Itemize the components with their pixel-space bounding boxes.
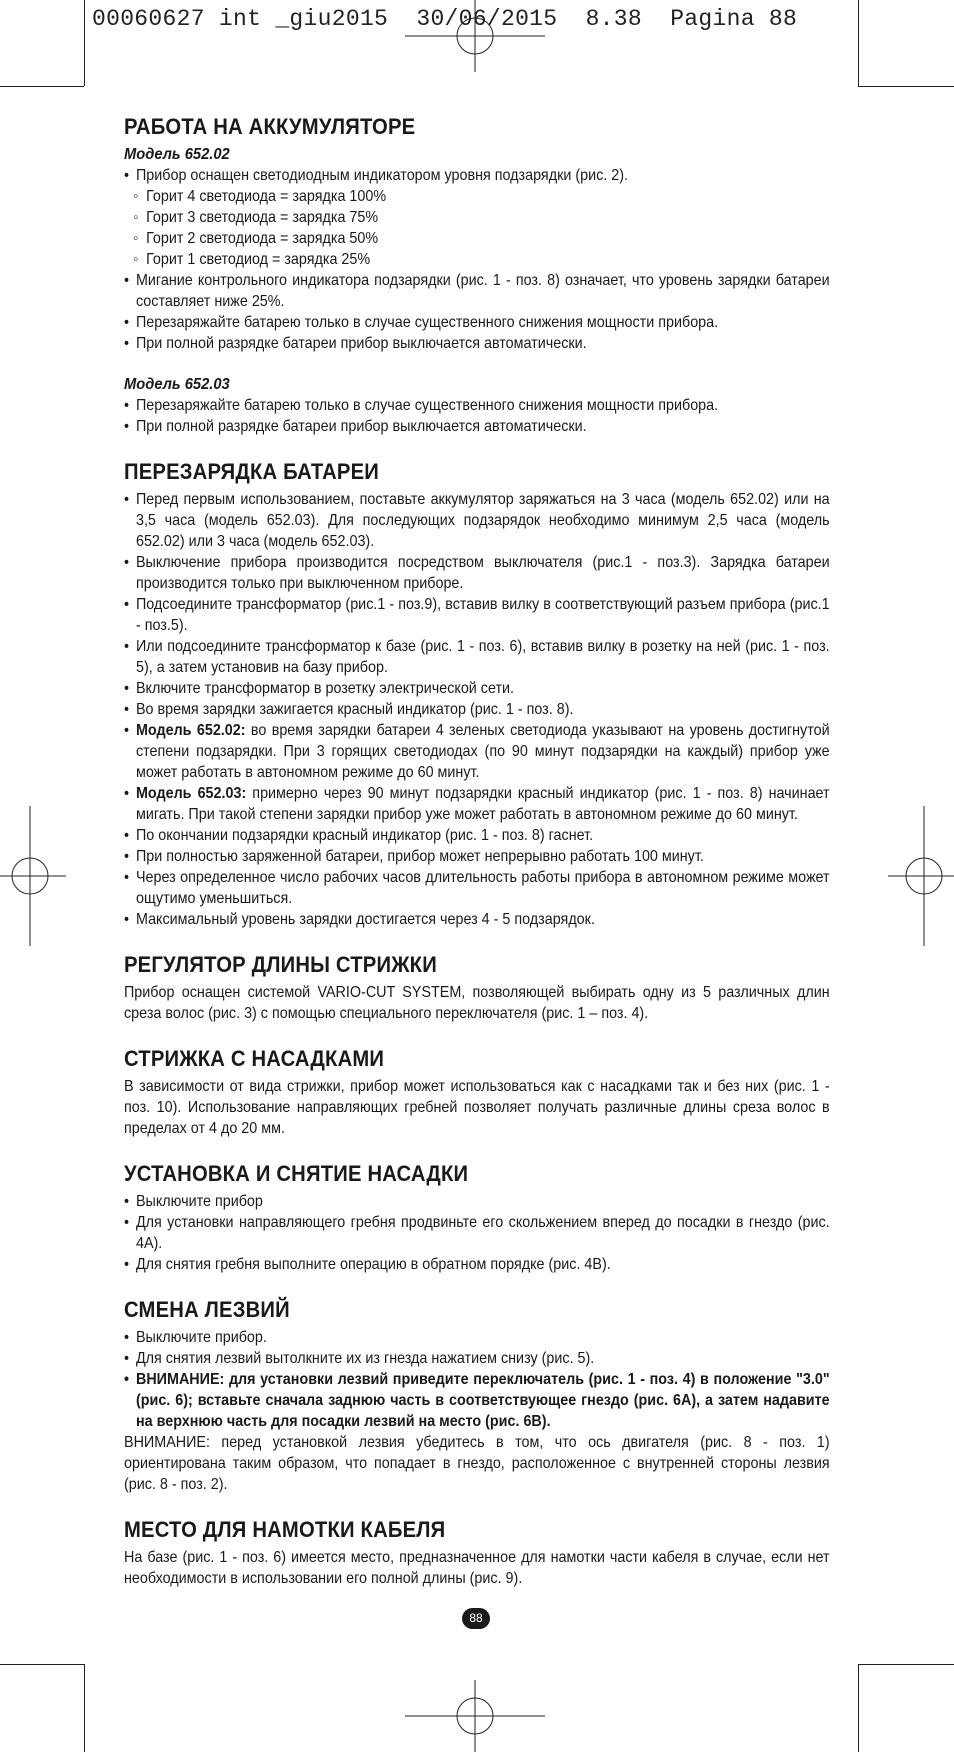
list-subitem: ◦ Горит 2 светодиода = зарядка 50% <box>124 228 830 249</box>
list-item: • Для снятия лезвий вытолкните их из гнезда нажатием снизу (рис. 5). <box>124 1348 830 1369</box>
list-item: • Выключение прибора производится посредством выключателя (рис.1 - поз.3). Зарядка батареи производится только при выключенном приборе. <box>124 552 830 594</box>
section-blade-replacement <box>124 1297 830 1495</box>
model-heading-652-03: Модель 652.03 <box>124 376 230 393</box>
list-item: • Максимальный уровень зарядки достигается через 4 - 5 подзарядок. <box>124 909 830 930</box>
model-text: примерно через 90 минут подзарядки красный индикатор (рис. 1 - поз. 8) начинает мигать. При такой степени зарядки прибор уже может работать в автономном режиме до 60 минут. <box>135 785 830 823</box>
list-subitem: ◦ Горит 1 светодиод = зарядка 25% <box>124 249 830 270</box>
list-item: • По окончании подзарядки красный индикатор (рис. 1 - поз. 8) гаснет. <box>124 825 830 846</box>
list-item: • Перезаряжайте батарею только в случае существенного снижения мощности прибора. <box>124 312 830 333</box>
section-comb-install <box>124 1161 830 1275</box>
crop-mark-bottom-right-h <box>858 1664 954 1665</box>
registration-mark-top <box>405 0 545 72</box>
list-item: • Через определенное число рабочих часов длительность работы прибора в автономном режиме может ощутимо уменьшиться. <box>124 867 830 909</box>
paragraph: На базе (рис. 1 - поз. 6) имеется место, предназначенное для намотки части кабеля в случае, если нет необходимости в использовании его полной длины (рис. 9). <box>124 1549 830 1587</box>
model-label: Модель 652.02: <box>135 722 246 739</box>
list-item: • Для установки направляющего гребня продвиньте его скольжением вперед до посадки в гнездо (рис. 4А). <box>124 1212 830 1254</box>
list-item-warning: • ВНИМАНИЕ: для установки лезвий приведите переключатель (рис. 1 - поз. 4) в положение "3.0" (рис. 6); вставьте сначала заднюю часть в соответствующее гнездо (рис. 6A), а затем надавите на верхнюю часть для посадки лезвий на место (рис. 6B). <box>124 1369 830 1432</box>
section-title-cutting-with-combs: СТРИЖКА С НАСАДКАМИ <box>124 1046 385 1071</box>
list-item: • Во время зарядки зажигается красный индикатор (рис. 1 - поз. 8). <box>124 699 830 720</box>
list-subitem: ◦ Горит 3 светодиода = зарядка 75% <box>124 207 830 228</box>
list-blade-replacement <box>124 1327 830 1432</box>
crop-mark-top-left-h <box>0 86 84 87</box>
list-model-652-03 <box>124 395 830 437</box>
list-item: • Перезаряжайте батарею только в случае существенного снижения мощности прибора. <box>124 395 830 416</box>
list-item: • Или подсоедините трансформатор к базе (рис. 1 - поз. 6), вставив вилку в розетку на ней (рис. 1 - поз. 5), а затем установив на базу прибор. <box>124 636 830 678</box>
list-item: • Мигание контрольного индикатора подзарядки (рис. 1 - поз. 8) означает, что уровень зарядки батареи составляет ниже 25%. <box>124 270 830 312</box>
list-item: • Подсоедините трансформатор (рис.1 - поз.9), вставив вилку в соответствующий разъем прибора (рис.1 - поз.5). <box>124 594 830 636</box>
print-slug: 00060627 int _giu2015 30/06/2015 8.38 Pagina 88 <box>92 6 798 32</box>
list-item: • Включите трансформатор в розетку электрической сети. <box>124 678 830 699</box>
model-label: Модель 652.03: <box>135 785 247 802</box>
crop-mark-top-right-h <box>858 86 954 87</box>
list-item: • Для снятия гребня выполните операцию в обратном порядке (рис. 4В). <box>124 1254 830 1275</box>
model-text: во время зарядки батареи 4 зеленых светодиода указывают на уровень достигнутой степени подзарядки. При 3 горящих светодиодах (по 90 минут подзарядки на каждый) прибор уже может работать в автономном режиме до 60 минут. <box>135 722 830 781</box>
registration-mark-right <box>888 806 954 946</box>
warning-note: ВНИМАНИЕ: перед установкой лезвия убедитесь в том, что ось двигателя (рис. 8 - поз. 1) ориентирована таким образом, что попадает в гнездо, расположенное с внутренней стороны лезвия (рис. 8 - поз. 2). <box>124 1434 830 1493</box>
list-model-652-02 <box>124 165 830 354</box>
list-item-model-652-02 <box>124 720 830 783</box>
list-item: • Прибор оснащен светодиодным индикатором уровня подзарядки (рис. 2). <box>124 165 830 186</box>
paragraph: В зависимости от вида стрижки, прибор может использоваться как с насадками так и без них (рис. 1 - поз. 10). Использование направляющих гребней позволяет получать различные длины среза волос в пределах от 4 до 20 мм. <box>124 1078 830 1137</box>
list-item-model-652-03 <box>124 783 830 825</box>
crop-mark-bottom-left-h <box>0 1664 84 1665</box>
section-battery-operation <box>124 114 830 437</box>
section-title-length-regulator: РЕГУЛЯТОР ДЛИНЫ СТРИЖКИ <box>124 952 437 977</box>
crop-mark-top-right-v <box>858 0 859 86</box>
list-item: • При полной разрядке батареи прибор выключается автоматически. <box>124 333 830 354</box>
list-subitem: ◦ Горит 4 светодиода = зарядка 100% <box>124 186 830 207</box>
list-recharge <box>124 489 830 930</box>
list-item: • Перед первым использованием, поставьте аккумулятор заряжаться на 3 часа (модель 652.02) или на 3,5 часа (модель 652.03). Для последующих подзарядок необходимо минимум 2,5 часа (модель 652.02) или 3 часа (модель 652.03). <box>124 489 830 552</box>
paragraph: Прибор оснащен системой VARIO-CUT SYSTEM, позволяющей выбирать одну из 5 различных длин среза волос (рис. 3) с помощью специального переключателя (рис. 1 – поз. 4). <box>124 984 830 1022</box>
page-number-badge: 88 <box>462 1608 490 1629</box>
section-title-comb-install: УСТАНОВКА И СНЯТИЕ НАСАДКИ <box>124 1161 469 1186</box>
section-cable-storage <box>124 1517 830 1589</box>
list-comb-install <box>124 1191 830 1275</box>
list-item: • Выключите прибор. <box>124 1327 830 1348</box>
section-title-blade-replacement: СМЕНА ЛЕЗВИЙ <box>124 1297 290 1322</box>
list-item: • При полной разрядке батареи прибор выключается автоматически. <box>124 416 830 437</box>
crop-mark-bottom-left-v <box>84 1664 85 1752</box>
section-title-battery-operation: РАБОТА НА АККУМУЛЯТОРЕ <box>124 114 416 139</box>
section-cutting-with-combs <box>124 1046 830 1139</box>
section-title-battery-recharge: ПЕРЕЗАРЯДКА БАТАРЕИ <box>124 459 380 484</box>
registration-mark-bottom <box>405 1680 545 1752</box>
list-item: • При полностью заряженной батареи, прибор может непрерывно работать 100 минут. <box>124 846 830 867</box>
crop-mark-bottom-right-v <box>858 1664 859 1752</box>
section-battery-recharge <box>124 459 830 930</box>
list-item: • Выключите прибор <box>124 1191 830 1212</box>
section-length-regulator <box>124 952 830 1024</box>
crop-mark-top-left-v <box>84 0 85 86</box>
registration-mark-left <box>0 806 66 946</box>
model-heading-652-02: Модель 652.02 <box>124 146 230 163</box>
section-title-cable-storage: МЕСТО ДЛЯ НАМОТКИ КАБЕЛЯ <box>124 1517 446 1542</box>
page-content <box>124 114 830 1589</box>
